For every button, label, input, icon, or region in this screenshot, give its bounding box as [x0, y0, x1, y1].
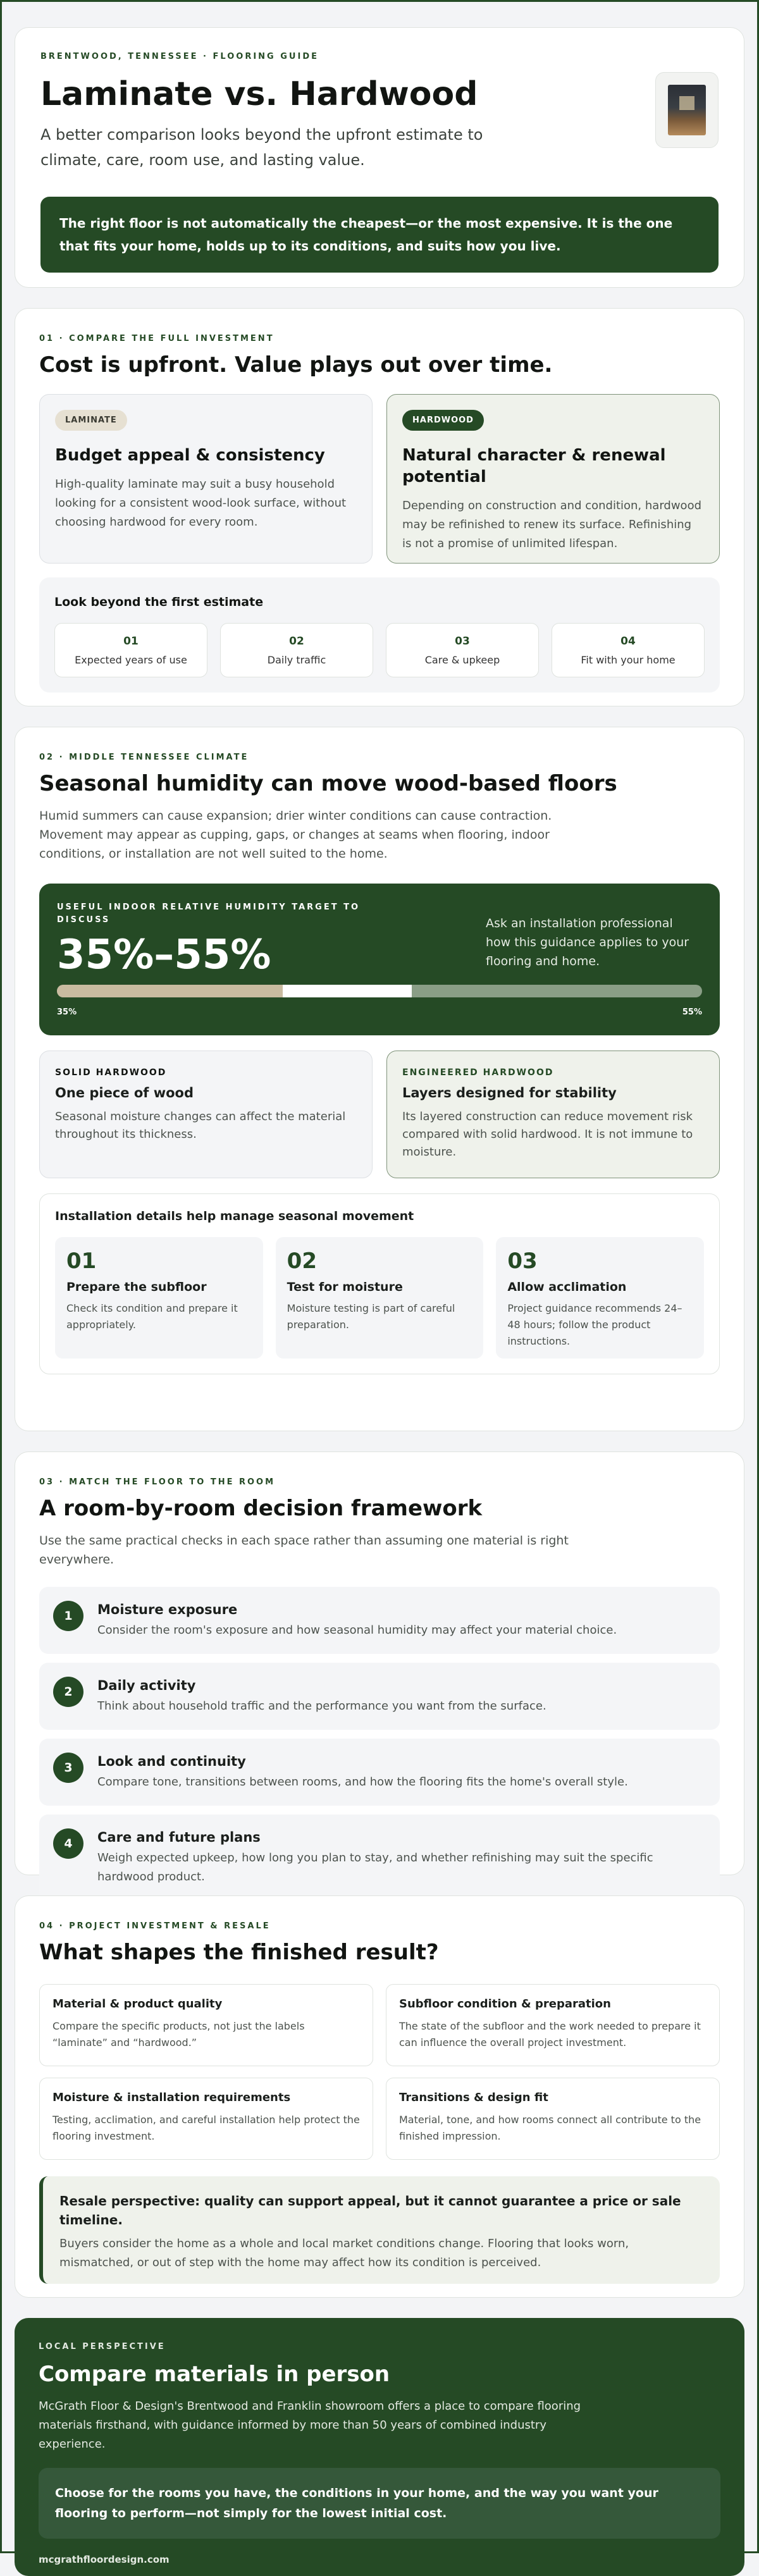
- hardwood-card: [386, 394, 720, 564]
- step-text: Project guidance recommends 24–48 hours; follow the product instructions.: [507, 1302, 682, 1347]
- decision-factor: [39, 1739, 720, 1806]
- installation-step: [496, 1237, 704, 1359]
- decision-factor: [39, 1815, 720, 1901]
- beyond-item-number: 01: [123, 635, 139, 648]
- factor-text: Think about household traffic and the performance you want from the surface.: [97, 1699, 546, 1713]
- result-factor-title: Subfloor condition & preparation: [399, 1997, 611, 2011]
- room-photo-image: [668, 85, 706, 135]
- humidity-bar-target-segment: [283, 985, 412, 997]
- beyond-item-number: 03: [455, 635, 470, 648]
- humidity-note: Ask an installation professional how this guidance applies to your flooring and home.: [486, 916, 689, 968]
- step-number: 03: [507, 1248, 538, 1274]
- result-factor-title: Transitions & design fit: [399, 2091, 548, 2104]
- local-text: McGrath Floor & Design's Brentwood and Franklin showroom offers a place to compare flooring materials firsthand, with guidance informed by more than 50 years of combined industry experience.: [39, 2400, 581, 2451]
- factor-title: Care and future plans: [97, 1830, 261, 1845]
- local-title: Compare materials in person: [39, 2362, 390, 2387]
- beyond-item-number: 02: [289, 635, 304, 648]
- hero-eyebrow: BRENTWOOD, TENNESSEE · FLOORING GUIDE: [40, 52, 319, 61]
- humidity-label: USEFUL INDOOR RELATIVE HUMIDITY TARGET TO DISCUSS: [57, 903, 361, 925]
- result-factor-text: The state of the subfloor and the work needed to prepare it can influence the overall project investment.: [399, 2020, 701, 2049]
- beyond-item-label: Expected years of use: [75, 654, 187, 666]
- beyond-item: [54, 623, 207, 677]
- hardwood-tag: HARDWOOD: [402, 410, 484, 431]
- beyond-item-number: 04: [620, 635, 636, 648]
- factor-title: Moisture exposure: [97, 1602, 238, 1617]
- hardwood-type-cards: [39, 1051, 720, 1178]
- result-factor-text: Compare the specific products, not just the labels “laminate” and “hardwood.”: [52, 2020, 305, 2049]
- factor-title: Look and continuity: [97, 1754, 246, 1769]
- section-1-eyebrow: 01 · COMPARE THE FULL INVESTMENT: [39, 334, 275, 343]
- engineered-hardwood-text: Its layered construction can reduce movement risk compared with solid hardwood. It is not immune to moisture.: [402, 1110, 693, 1159]
- beyond-item: [386, 623, 539, 677]
- section-1-title: Cost is upfront. Value plays out over time.: [39, 352, 553, 378]
- solid-hardwood-text: Seasonal moisture changes can affect the material throughout its thickness.: [55, 1110, 346, 1141]
- room-photo-thumbnail: [655, 72, 719, 148]
- laminate-text: High-quality laminate may suit a busy household looking for a consistent wood-look surface, without choosing hardwood for every room.: [55, 478, 347, 529]
- section-climate: [15, 727, 744, 1431]
- engineered-hardwood-kicker: ENGINEERED HARDWOOD: [402, 1068, 554, 1078]
- step-text: Moisture testing is part of careful preparation.: [287, 1302, 455, 1331]
- result-factor-title: Material & product quality: [52, 1997, 223, 2011]
- result-factor-card: [386, 1984, 720, 2066]
- local-perspective-card: [15, 2318, 744, 2576]
- humidity-high-label: 55%: [682, 1008, 702, 1017]
- step-number: 01: [66, 1248, 97, 1274]
- factor-number: 1: [53, 1601, 83, 1631]
- installation-step: [276, 1237, 484, 1359]
- step-number: 02: [287, 1248, 317, 1274]
- step-title: Prepare the subfloor: [66, 1280, 207, 1294]
- factor-number: 4: [53, 1828, 83, 1859]
- solid-hardwood-kicker: SOLID HARDWOOD: [55, 1068, 167, 1078]
- hero-subtitle: A better comparison looks beyond the upfront estimate to climate, care, room use, and lasting value.: [40, 126, 483, 169]
- section-2-intro: Humid summers can cause expansion; drier winter conditions can cause contraction. Movement may appear as cupping, gaps, or changes at seams when flooring, indoor conditions, or installation are not well suited to the home.: [39, 809, 552, 861]
- humidity-range: 35%–55%: [57, 932, 271, 978]
- result-factor-card: [39, 1984, 373, 2066]
- laminate-heading: Budget appeal & consistency: [55, 446, 325, 465]
- factor-text: Compare tone, transitions between rooms, and how the flooring fits the home's overall style.: [97, 1775, 628, 1789]
- hero-card: [15, 27, 744, 288]
- decision-factor: [39, 1663, 720, 1730]
- resale-callout: [39, 2176, 720, 2284]
- result-factor-title: Moisture & installation requirements: [52, 2091, 291, 2104]
- solid-hardwood-card: [39, 1051, 373, 1178]
- result-factor-text: Material, tone, and how rooms connect all contribute to the finished impression.: [399, 2114, 701, 2142]
- hero-banner: The right floor is not automatically the cheapest—or the most expensive. It is the one that fits your home, holds up to its conditions, and suits how you live.: [40, 197, 719, 273]
- section-3-eyebrow: 03 · MATCH THE FLOOR TO THE ROOM: [39, 1477, 276, 1487]
- solid-hardwood-heading: One piece of wood: [55, 1085, 194, 1100]
- factor-title: Daily activity: [97, 1678, 196, 1693]
- result-factor-text: Testing, acclimation, and careful installation help protect the flooring investment.: [52, 2114, 360, 2142]
- page-title: Laminate vs. Hardwood: [40, 75, 478, 113]
- result-factor-card: [386, 2078, 720, 2160]
- humidity-low-label: 35%: [57, 1008, 77, 1017]
- decision-factors: [39, 1587, 720, 1901]
- beyond-item-label: Daily traffic: [267, 654, 326, 666]
- engineered-hardwood-heading: Layers designed for stability: [402, 1085, 617, 1100]
- factor-number: 3: [53, 1753, 83, 1783]
- section-3-intro: Use the same practical checks in each space rather than assuming one material is right everywhere.: [39, 1534, 569, 1567]
- laminate-card: [39, 394, 373, 564]
- section-4-title: What shapes the finished result?: [39, 1940, 439, 1965]
- hardwood-text: Depending on construction and condition, hardwood may be refinished to renew its surface. Refinishing is not a promise of unlimited lifespan.: [402, 499, 702, 550]
- factor-number: 2: [53, 1677, 83, 1707]
- beyond-estimate-title: Look beyond the first estimate: [54, 595, 264, 609]
- comparison-cards: [39, 394, 720, 564]
- engineered-hardwood-card: [386, 1051, 720, 1178]
- beyond-item: [552, 623, 705, 677]
- website-link[interactable]: mcgrathfloordesign.com: [39, 2554, 170, 2565]
- hardwood-heading: Natural character & renewal potential: [402, 446, 666, 486]
- section-investment: [15, 308, 744, 706]
- section-rooms: [15, 1451, 744, 1883]
- installation-step: [55, 1237, 263, 1359]
- factor-text: Consider the room's exposure and how seasonal humidity may affect your material choice.: [97, 1624, 617, 1637]
- humidity-panel: [39, 884, 720, 1035]
- humidity-bar: [57, 985, 702, 997]
- laminate-tag: LAMINATE: [55, 410, 127, 431]
- step-title: Test for moisture: [287, 1280, 403, 1294]
- page: [15, 2, 744, 2576]
- factor-text: Weigh expected upkeep, how long you plan to stay, and whether refinishing may suit the specific hardwood product.: [97, 1851, 653, 1883]
- resale-text: Buyers consider the home as a whole and local market conditions change. Flooring that looks worn, mismatched, or out of step with the home may affect how its condition is perceived.: [59, 2237, 629, 2269]
- installation-steps: [55, 1237, 704, 1359]
- beyond-estimate-list: [54, 623, 705, 677]
- installation-title: Installation details help manage seasonal movement: [55, 1209, 414, 1223]
- local-cta: Choose for the rooms you have, the conditions in your home, and the way you want your flooring to perform—not simply for the lowest initial cost.: [39, 2468, 720, 2539]
- decision-factor: [39, 1587, 720, 1654]
- beyond-item-label: Care & upkeep: [424, 654, 500, 666]
- installation-panel: [39, 1193, 720, 1374]
- beyond-item: [220, 623, 373, 677]
- step-title: Allow acclimation: [507, 1280, 627, 1294]
- section-4-eyebrow: 04 · PROJECT INVESTMENT & RESALE: [39, 1921, 271, 1931]
- section-3-title: A room-by-room decision framework: [39, 1496, 483, 1521]
- section-resale: [15, 1895, 744, 2298]
- beyond-item-label: Fit with your home: [581, 654, 676, 666]
- beyond-estimate-panel: [39, 577, 720, 693]
- step-text: Check its condition and prepare it appropriately.: [66, 1302, 238, 1331]
- result-factors-grid: [39, 1984, 720, 2160]
- humidity-bar-low-segment: [57, 985, 283, 997]
- resale-title: Resale perspective: quality can support appeal, but it cannot guarantee a price or sale timeline.: [59, 2193, 681, 2228]
- local-eyebrow: LOCAL PERSPECTIVE: [39, 2342, 166, 2351]
- result-factor-card: [39, 2078, 373, 2160]
- section-2-title: Seasonal humidity can move wood-based floors: [39, 771, 617, 796]
- section-2-eyebrow: 02 · MIDDLE TENNESSEE CLIMATE: [39, 753, 249, 762]
